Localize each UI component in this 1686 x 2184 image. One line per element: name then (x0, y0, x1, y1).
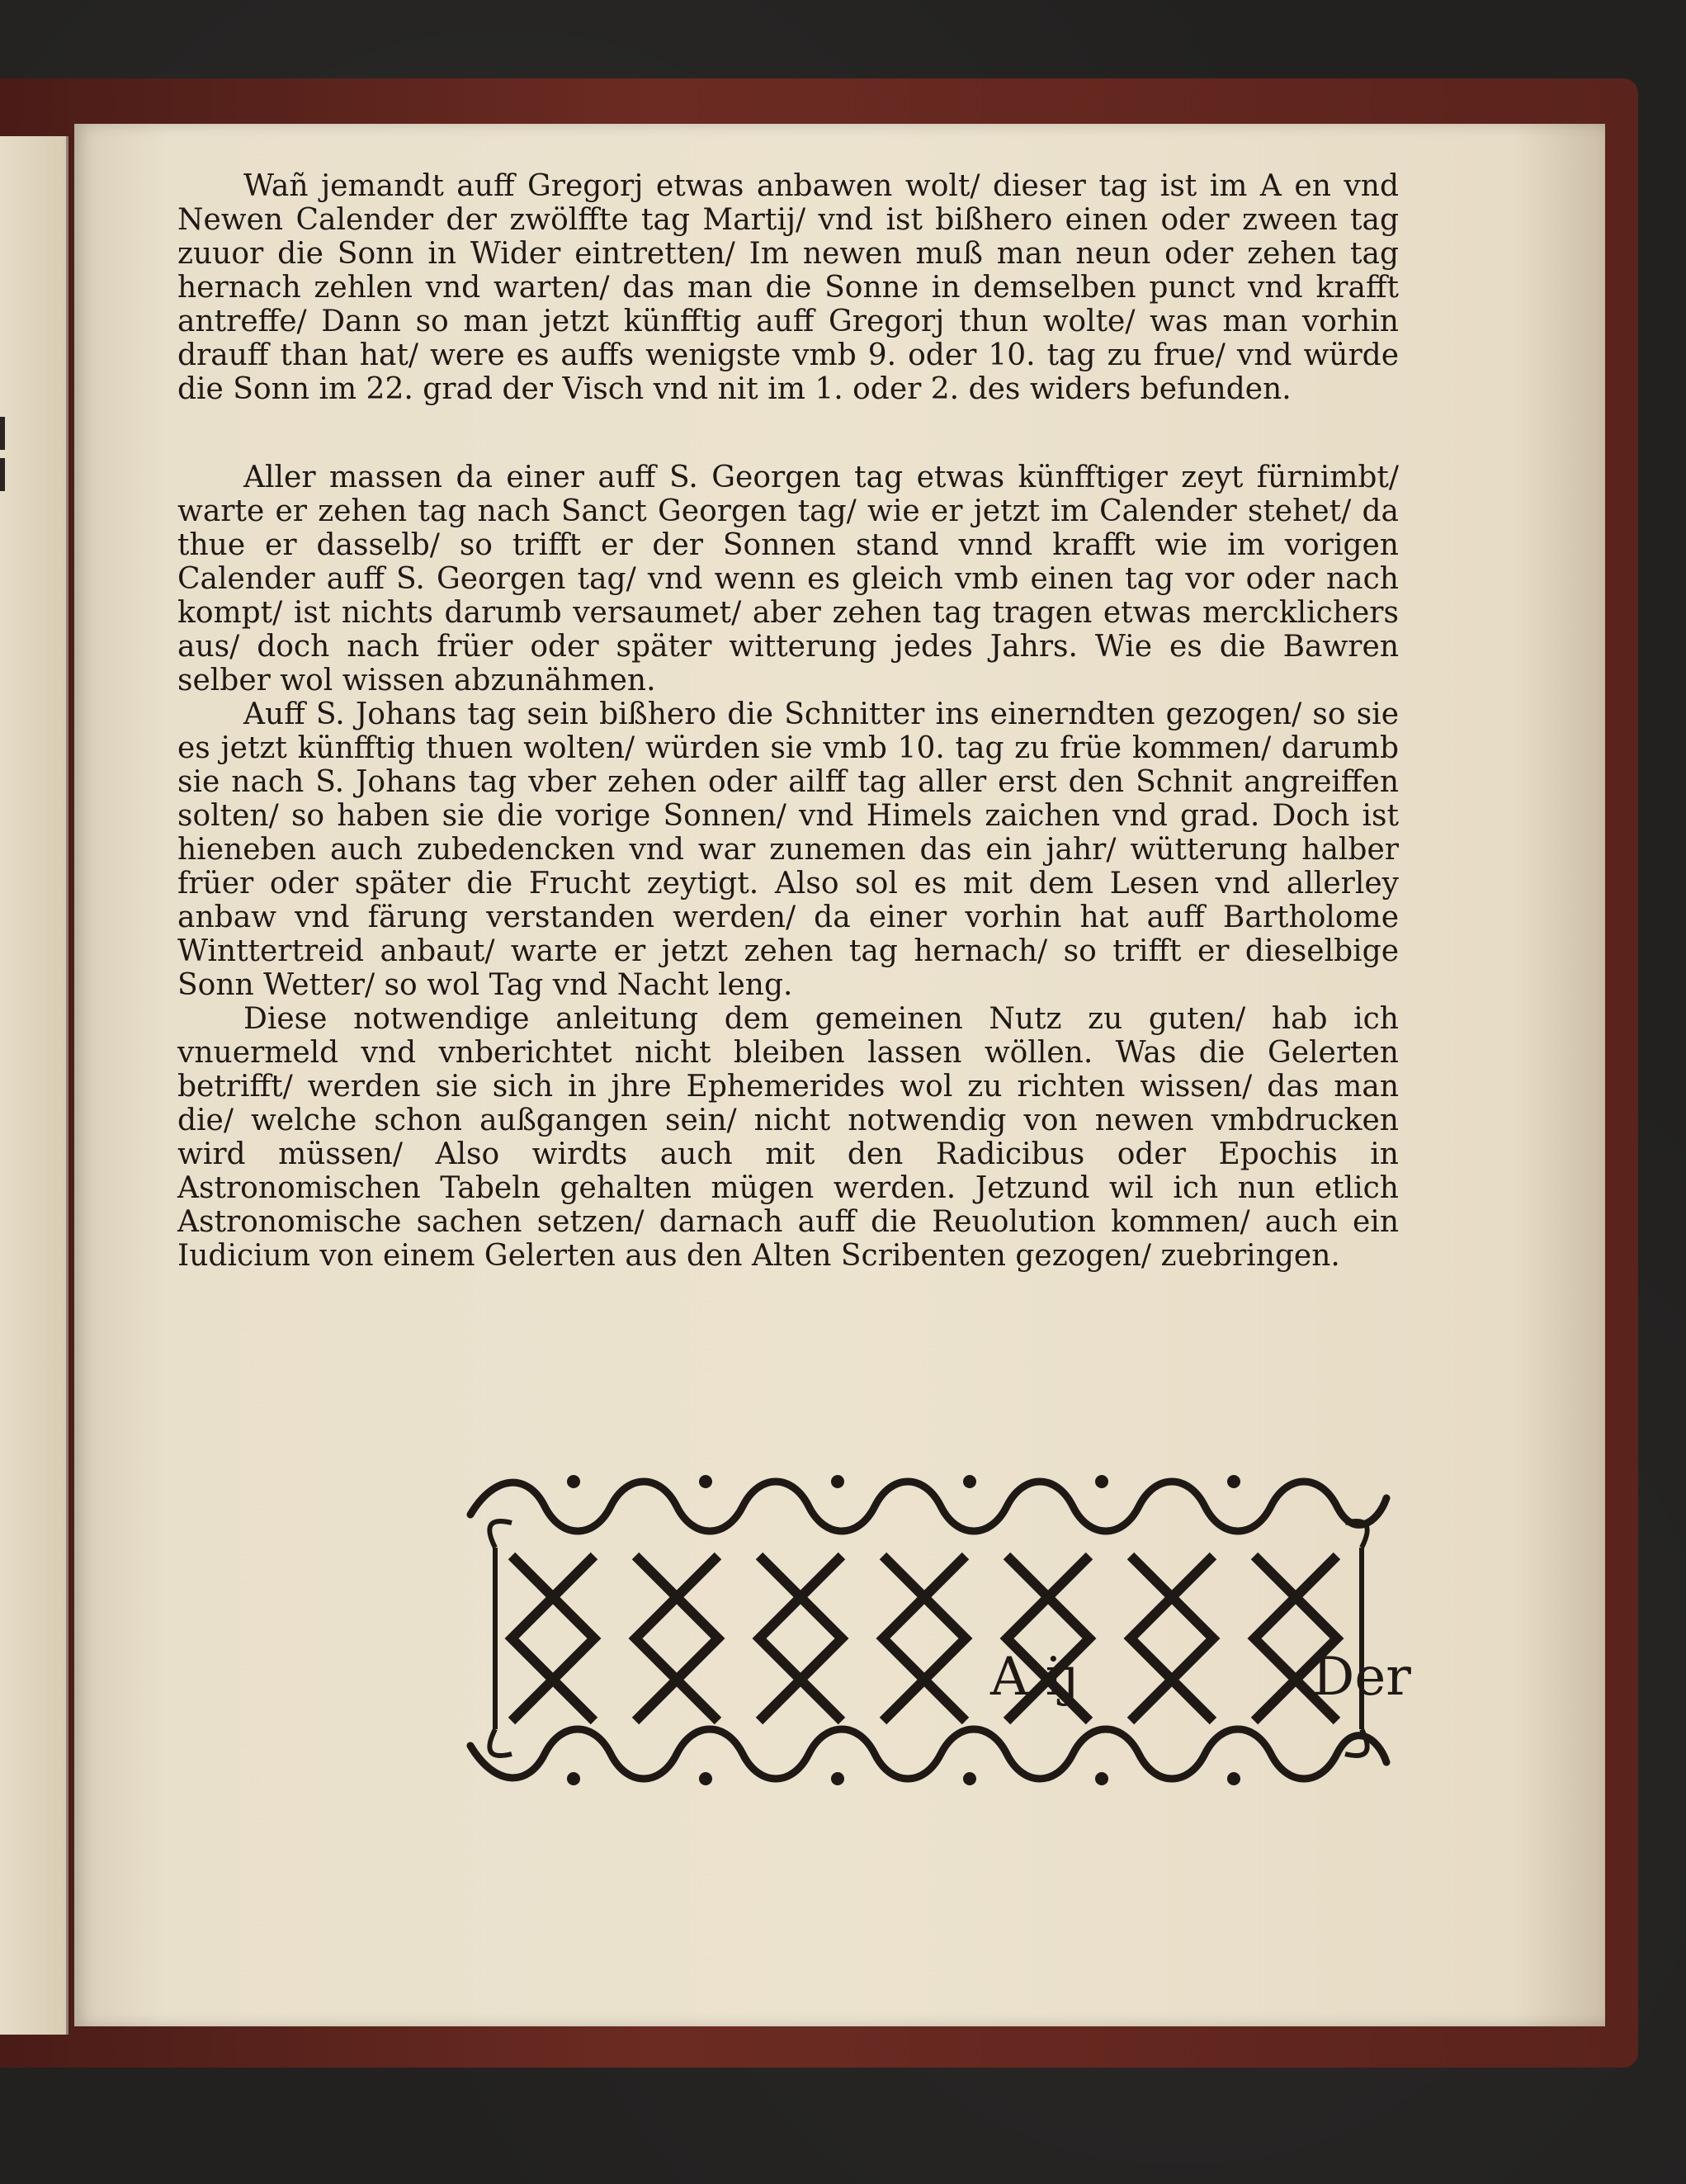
paragraph-1: Wañ jemandt auff Gregorj etwas anbawen wolt/ dieser tag ist im A en vnd Newen Calender der zwölffte tag Martij/ vnd ist bißhero einen oder zween tag zuuor die Sonn in Wider eintretten/ Im newen muß man neun oder zehen tag hernach zehlen vnd warten/ das man die Sonne in demselben punct vnd krafft antreffe/ Dann so man jetzt künfftig auff Gregorj thun wolte/ was man vorhin drauff than hat/ were es auffs wenigste vmb 9. oder 10. tag zu frue/ vnd würde die Sonn im 22. grad der Visch vnd nit im 1. oder 2. des widers befunden. (177, 169, 1399, 406)
left-page-edge (0, 136, 68, 2035)
catchword: Der (1312, 1647, 1411, 1708)
interlace-ornament (462, 1465, 1395, 1795)
page-text (177, 169, 1399, 1273)
left-page-mark (0, 417, 5, 450)
signature-mark: A ij (990, 1647, 1079, 1708)
left-page-mark (0, 458, 5, 491)
paragraph-2: Aller massen da einer auff S. Georgen tag etwas künfftiger zeyt fürnimbt/ warte er zehen tag nach Sanct Georgen tag/ wie er jetzt im Calender stehet/ da thue er dasselb/ so trifft er der Sonnen stand vnnd krafft wie im vorigen Calender auff S. Georgen tag/ vnd wenn es gleich vmb einen tag vor oder nach kompt/ ist nichts darumb versaumet/ aber zehen tag tragen etwas mercklichers aus/ doch nach früer oder später witterung jedes Jahrs. Wie es die Bawren selber wol wissen abzunähmen. (177, 461, 1399, 697)
paragraph-3: Auff S. Johans tag sein bißhero die Schnitter ins einerndten gezogen/ so sie es jetzt künfftig thuen wolten/ würden sie vmb 10. tag zu früe kommen/ darumb sie nach S. Johans tag vber zehen oder ailff tag aller erst den Schnit angreiffen solten/ so haben sie die vorige Sonnen/ vnd Himels zaichen vnd grad. Doch ist hieneben auch zubedencken vnd war zunemen das ein jahr/ wütterung halber früer oder später die Frucht zeytigt. Also sol es mit dem Lesen vnd allerley anbaw vnd färung verstanden werden/ da einer vorhin hat auff Bartholome Winttertreid anbaut/ warte er jetzt zehen tag hernach/ so trifft er dieselbige Sonn Wetter/ so wol Tag vnd Nacht leng. (177, 697, 1399, 1002)
paragraph-4: Diese notwendige anleitung dem gemeinen Nutz zu guten/ hab ich vnuermeld vnd vnberichtet nicht bleiben lassen wöllen. Was die Gelerten betrifft/ werden sie sich in jhre Ephemerides wol zu richten wissen/ das man die/ welche schon außgangen sein/ nicht notwendig von newen vmbdrucken wird müssen/ Also wirdts auch mit den Radicibus oder Epochis in Astronomischen Tabeln gehalten mügen werden. Jetzund wil ich nun etlich Astronomische sachen setzen/ darnach auff die Reuolution kommen/ auch ein Iudicium von einem Gelerten aus den Alten Scribenten gezogen/ zuebringen. (177, 1002, 1399, 1273)
